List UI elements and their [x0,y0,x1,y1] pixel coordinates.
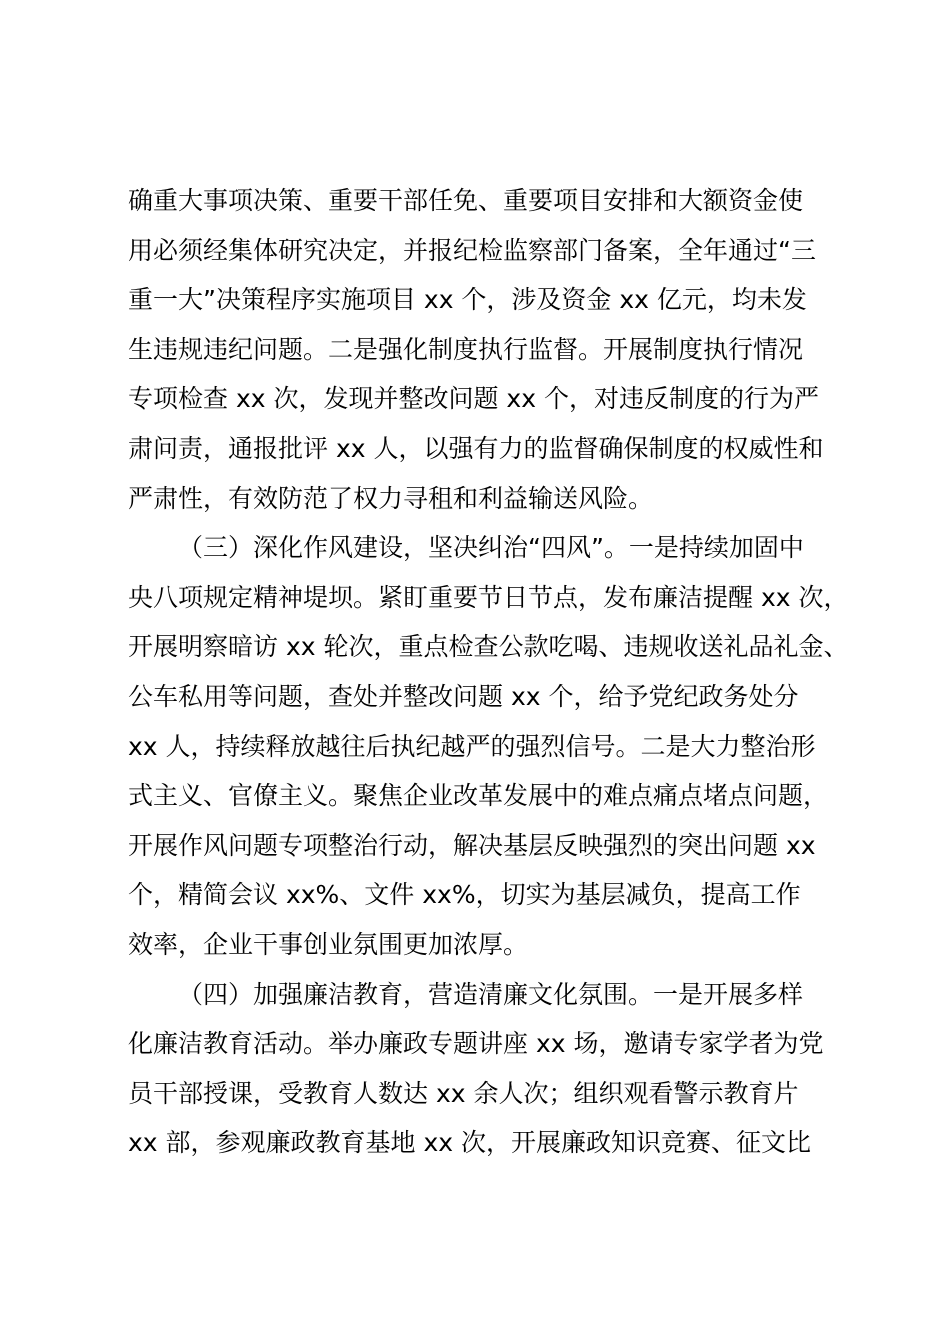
text-line: 用必须经集体研究决定，并报纪检监察部门备案，全年通过“三 [128,235,816,265]
text-line: 员干部授课，受教育人数达 xx 余人次；组织观看警示教育片 [128,1078,799,1108]
text-line: 开展明察暗访 xx 轮次，重点检查公款吃喝、违规收送礼品礼金、 [128,632,849,662]
text-line: 式主义、官僚主义。聚焦企业改革发展中的难点痛点堵点问题， [128,781,829,811]
text-line: 确重大事项决策、重要干部任免、重要项目安排和大额资金使 [128,186,804,215]
text-line: 肃问责，通报批评 xx 人，以强有力的监督确保制度的权威性和 [128,433,824,463]
text-line: 公车私用等问题，查处并整改问题 xx 个，给予党纪政务处分 [128,681,799,711]
section-heading-line: （四）加强廉洁教育，营造清廉文化氛围。一是开展多样 [178,979,804,1009]
text-line: 个，精简会议 xx%、文件 xx%，切实为基层减负，提高工作 [128,880,801,910]
text-line: 开展作风问题专项整治行动，解决基层反映强烈的突出问题 xx [128,830,816,860]
text-line: 效率，企业干事创业氛围更加浓厚。 [128,929,529,959]
section-heading-line: （三）深化作风建设，坚决纠治“四风”。一是持续加固中 [178,533,804,563]
text-line: 生违规违纪问题。二是强化制度执行监督。开展制度执行情况 [128,334,804,364]
text-line: 严肃性，有效防范了权力寻租和利益输送风险。 [128,483,654,513]
text-line: 央八项规定精神堤坝。紧盯重要节日节点，发布廉洁提醒 xx 次， [128,582,849,612]
text-line: xx 部，参观廉政教育基地 xx 次，开展廉政知识竞赛、征文比 [128,1128,812,1158]
body-text [128,176,849,1168]
text-line: 专项检查 xx 次，发现并整改问题 xx 个，对违反制度的行为严 [128,384,819,414]
text-line: 化廉洁教育活动。举办廉政专题讲座 xx 场，邀请专家学者为党 [128,1029,824,1059]
text-line: xx 人，持续释放越往后执纪越严的强烈信号。二是大力整治形 [128,731,816,761]
text-line: 重一大”决策程序实施项目 xx 个，涉及资金 xx 亿元，均未发 [128,285,807,315]
